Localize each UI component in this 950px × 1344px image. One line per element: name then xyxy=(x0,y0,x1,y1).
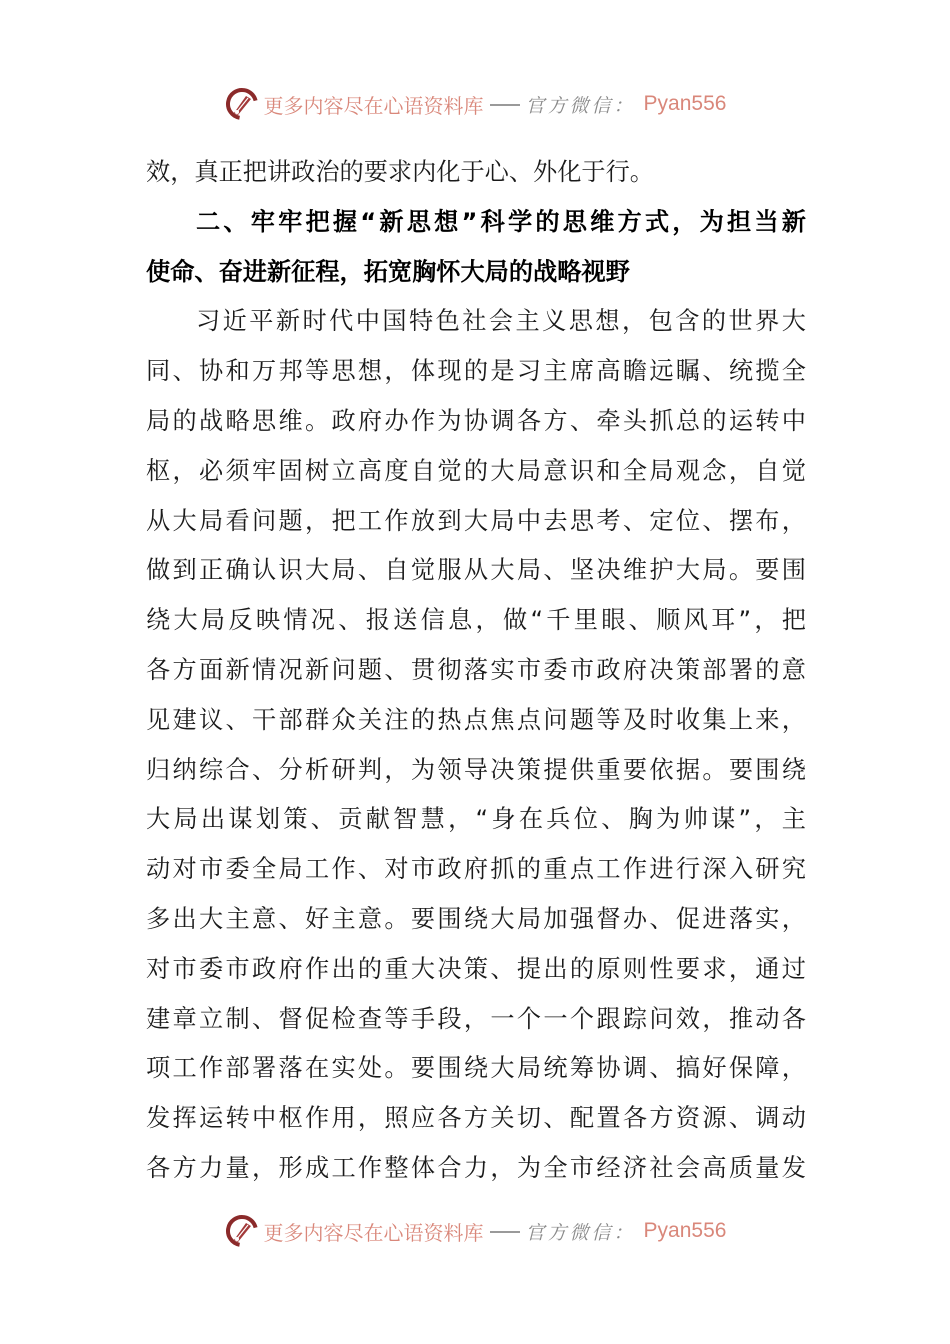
watermark-dash xyxy=(490,1231,520,1233)
paragraph-line: 效，真正把讲政治的要求内化于心、外化于行。 xyxy=(146,158,654,186)
paragraph-line: 发挥运转中枢作用，照应各方关切、配置各方资源、调动 xyxy=(146,1104,806,1133)
watermark-dash xyxy=(490,104,520,106)
section-heading-line: 二、牢牢把握“新思想”科学的思维方式，为担当新 xyxy=(196,207,806,236)
paragraph-line: 多出大主意、好主意。要围绕大局加强督办、促进落实， xyxy=(146,904,806,933)
paragraph-line: 同、协和万邦等思想，体现的是习主席高瞻远瞩、统揽全 xyxy=(146,357,806,386)
watermark-content xyxy=(224,1213,727,1249)
paragraph-line: 绕大局反映情况、报送信息，做“千里眼、顺风耳”，把 xyxy=(146,606,806,635)
paragraph-line: 局的战略思维。政府办作为协调各方、牵头抓总的运转中 xyxy=(146,406,806,435)
watermark-title: 更多内容尽在心语资料库 xyxy=(263,1220,484,1245)
paragraph-line: 各方力量，形成工作整体合力，为全市经济社会高质量发 xyxy=(146,1153,806,1182)
paragraph-line: 各方面新情况新问题、贯彻落实市委市政府决策部署的意 xyxy=(146,655,806,684)
watermark-wechat-id: Pyan556 xyxy=(643,1219,727,1242)
paragraph-line: 做到正确认识大局、自觉服从大局、坚决维护大局。要围 xyxy=(146,556,806,585)
section-heading-line: 使命、奋进新征程，拓宽胸怀大局的战略视野 xyxy=(146,257,630,286)
quill-pen-logo-icon xyxy=(224,86,260,122)
watermark-wechat-label: 官方微信： xyxy=(525,94,636,117)
paragraph-line: 大局出谋划策、贡献智慧，“身在兵位、胸为帅谋”，主 xyxy=(146,805,806,834)
document-body xyxy=(146,148,806,1194)
watermark-wechat-id: Pyan556 xyxy=(643,92,727,115)
watermark-title: 更多内容尽在心语资料库 xyxy=(263,93,484,118)
paragraph-line: 习近平新时代中国特色社会主义思想，包含的世界大 xyxy=(196,307,806,336)
watermark-wechat-label: 官方微信： xyxy=(525,1221,636,1244)
paragraph-line: 动对市委全局工作、对市政府抓的重点工作进行深入研究 xyxy=(146,855,806,884)
paragraph-line: 枢，必须牢固树立高度自觉的大局意识和全局观念，自觉 xyxy=(146,456,806,485)
watermark-banner-bottom xyxy=(0,1211,950,1251)
watermark-banner-top xyxy=(0,84,950,124)
paragraph-line: 建章立制、督促检查等手段，一个一个跟踪问效，推动各 xyxy=(146,1004,806,1033)
quill-pen-logo-icon xyxy=(224,1213,260,1249)
paragraph-line: 项工作部署落在实处。要围绕大局统筹协调、搞好保障， xyxy=(146,1054,806,1083)
paragraph-line: 从大局看问题，把工作放到大局中去思考、定位、摆布， xyxy=(146,506,806,535)
paragraph-line: 归纳综合、分析研判，为领导决策提供重要依据。要围绕 xyxy=(146,755,806,784)
paragraph-line: 对市委市政府作出的重大决策、提出的原则性要求，通过 xyxy=(146,954,806,983)
paragraph-line: 见建议、干部群众关注的热点焦点问题等及时收集上来， xyxy=(146,705,806,734)
watermark-content xyxy=(224,86,727,122)
